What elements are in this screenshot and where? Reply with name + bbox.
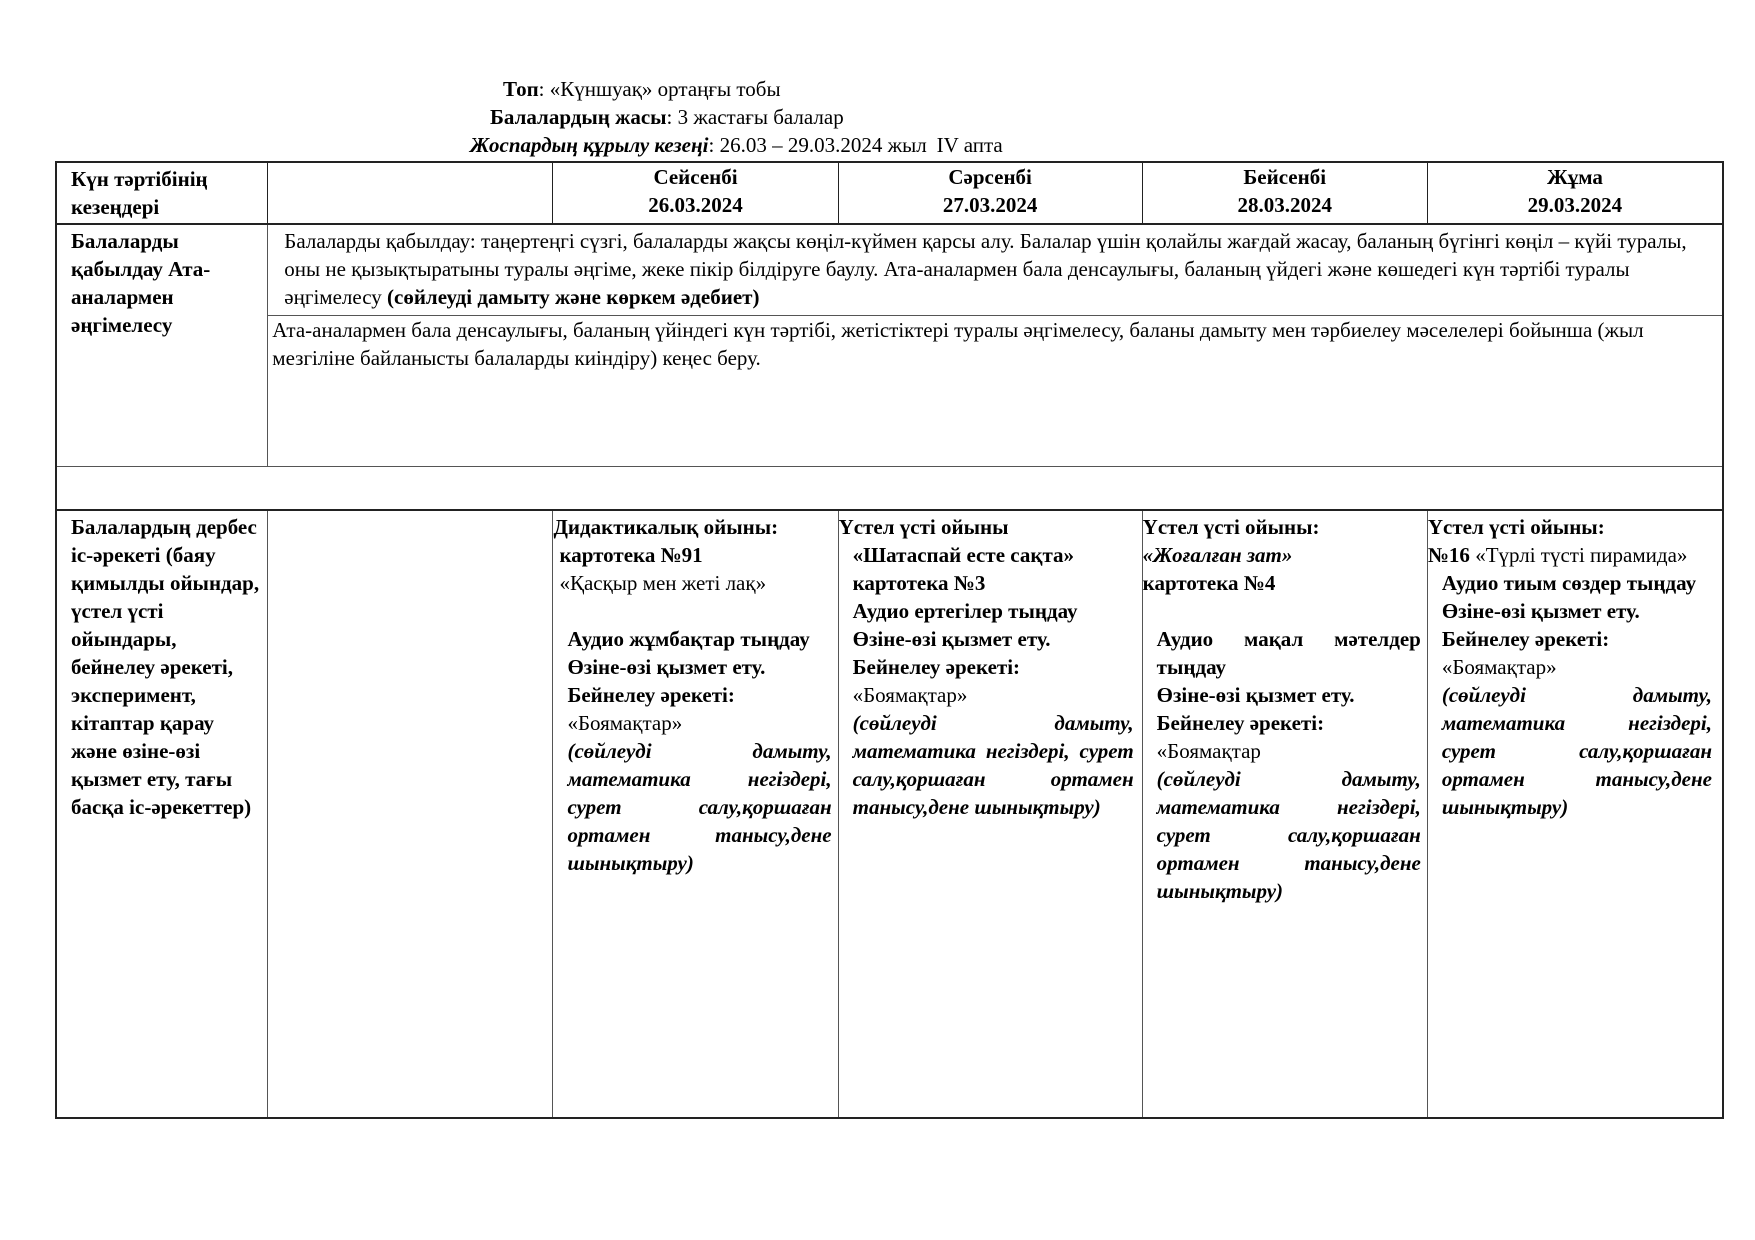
day-date: 29.03.2024 [1527, 193, 1623, 217]
fri-card-no: №16 [1427, 543, 1470, 567]
day-name: Сәрсенбі [948, 165, 1032, 189]
tue-card: картотека №91 [559, 543, 703, 567]
phase-header: Күн тәртібінің кезеңдері [56, 162, 268, 224]
activity-wed [838, 510, 1142, 1118]
wed-card: картотека №3 [852, 571, 986, 595]
day-date: 28.03.2024 [1237, 193, 1332, 217]
reception-text [268, 224, 1723, 316]
group-line [503, 75, 781, 103]
age-label: Балалардың жасы [490, 105, 667, 129]
day-header-tue [553, 162, 838, 224]
day-name: Бейсенбі [1243, 165, 1327, 189]
empty-header-cell [268, 162, 553, 224]
parents-text: Ата-аналармен бала денсаулығы, баланың үйіндегі күн тәртібі, жетістіктері туралы әңгімелесу, баланы дамыту мен тәрбиелеу мәселелері бойынша (жыл мезгіліне байланысты балаларды киіндіру) кеңес беру. [268, 316, 1723, 467]
tue-audio: Аудио жұмбақтар тыңдау [567, 627, 810, 651]
day-date: 27.03.2024 [942, 193, 1038, 217]
parents-row [56, 316, 1723, 467]
reception-row [56, 224, 1723, 316]
wed-art-label: Бейнелеу әрекеті: [852, 655, 1021, 679]
group-label: Топ [503, 77, 539, 101]
wed-game-name: «Шатаспай есте сақта» [852, 543, 1075, 567]
wed-self-service: Өзіне-өзі қызмет ету. [852, 627, 1051, 651]
plan-table [55, 161, 1724, 1119]
day-date: 26.03.2024 [648, 193, 743, 217]
activity-row [56, 510, 1723, 1118]
activity-tue [553, 510, 838, 1118]
fri-self-service: Өзіне-өзі қызмет ету. [1441, 599, 1640, 623]
fri-art-value: «Боямақтар» [1441, 655, 1557, 679]
day-header-wed [838, 162, 1142, 224]
activity-empty-cell [268, 510, 553, 1118]
tue-art-value: «Боямақтар» [567, 711, 683, 735]
table-header-row [56, 162, 1723, 224]
wed-audio: Аудио ертегілер тыңдау [852, 599, 1078, 623]
thu-art-label: Бейнелеу әрекеті: [1156, 711, 1325, 735]
fri-game-name: «Түрлі түсті пирамида» [1475, 543, 1688, 567]
fri-art-label: Бейнелеу әрекеті: [1441, 627, 1610, 651]
spacer-row [56, 467, 1723, 511]
week-label: IV апта [936, 133, 1003, 157]
thu-areas: (сөйлеуді дамыту, математика негіздері, сурет салу,қоршаған ортамен танысу,дене шынықтыру) [1156, 767, 1421, 903]
activity-thu [1142, 510, 1427, 1118]
age-value: : 3 жастағы балалар [666, 105, 844, 129]
reception-text-areas: (сөйлеуді дамыту және көркем әдебиет) [387, 285, 760, 309]
tue-self-service: Өзіне-өзі қызмет ету. [567, 655, 766, 679]
thu-game-name: «Жоғалған зат» [1142, 543, 1293, 567]
thu-game-title: Үстел үсті ойыны: [1142, 515, 1320, 539]
tue-areas: (сөйлеуді дамыту, математика негіздері, сурет салу,қоршаған ортамен танысу,дене шынықтыру) [567, 739, 832, 875]
day-name: Жұма [1546, 165, 1603, 189]
day-name: Сейсенбі [653, 165, 738, 189]
tue-game-title: Дидактикалық ойыны: [553, 515, 779, 539]
spacer-cell [56, 467, 1723, 511]
reception-text-main: Балаларды қабылдау: таңертеңгі сүзгі, балаларды жақсы көңіл-күймен қарсы алу. Балалар үшін қолайлы жағдай жасау, баланың бүгінгі көңіл – күйі туралы, оны не қызықтыратыны туралы әңгіме, жеке пікір білдіруге баулу. Ата-аналармен бала денсаулығы, баланың үйдегі және көшедегі күн тәртібі туралы әңгімелесу [284, 229, 1687, 309]
wed-art-value: «Боямақтар» [852, 683, 968, 707]
activity-phase: Балалардың дербес іс-әрекеті (баяу қимылды ойындар, үстел үсті ойындары, бейнелеу әрекеті, эксперимент, кітаптар қарау және өзіне-өзі қызмет ету, тағы басқа іс-әрекеттер) [56, 510, 268, 1118]
thu-art-value: «Боямақтар [1156, 739, 1261, 763]
day-header-thu [1142, 162, 1427, 224]
tue-game-name: «Қасқыр мен жеті лақ» [559, 571, 767, 595]
wed-areas: (сөйлеуді дамыту, математика негіздері, сурет салу,қоршаған ортамен танысу,дене шынықтыру) [852, 711, 1134, 819]
period-line [470, 131, 1003, 159]
wed-game-title: Үстел үсті ойыны [838, 515, 1009, 539]
fri-areas: (сөйлеуді дамыту, математика негіздері, сурет салу,қоршаған ортамен танысу,дене шынықтыру) [1441, 683, 1712, 819]
period-value: : 26.03 – 29.03.2024 жыл [708, 133, 927, 157]
tue-art-label: Бейнелеу әрекеті: [567, 683, 735, 707]
day-header-fri [1427, 162, 1723, 224]
period-label: Жоспардың құрылу кезеңі [470, 133, 709, 157]
fri-game-line [1428, 541, 1712, 569]
reception-phase: Балаларды қабылдау Ата-аналармен әңгімелесу [56, 224, 268, 467]
thu-self-service: Өзіне-өзі қызмет ету. [1156, 683, 1355, 707]
fri-game-title: Үстел үсті ойыны: [1427, 515, 1605, 539]
thu-card: картотека №4 [1142, 571, 1276, 595]
group-value: : «Күншуақ» ортаңғы тобы [538, 77, 781, 101]
thu-audio: Аудио мақал мәтелдер тыңдау [1156, 627, 1421, 679]
age-line [490, 103, 844, 131]
fri-audio: Аудио тиым сөздер тыңдау [1441, 571, 1697, 595]
activity-fri [1427, 510, 1723, 1118]
